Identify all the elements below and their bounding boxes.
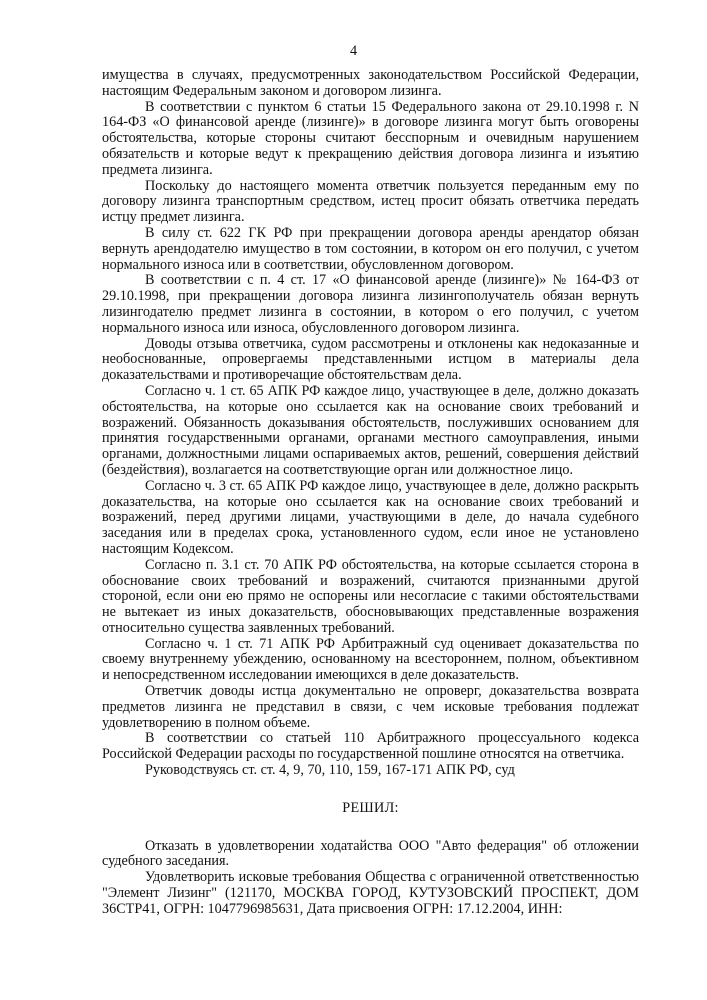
decision-heading: РЕШИЛ: bbox=[342, 799, 399, 816]
paragraph-apk-71: Согласно ч. 1 ст. 71 АПК РФ Арбитражный суд оценивает доказательства по своему внутреннему убеждению, основанному на всестороннем, полном, объективном и непосредственном исследовании имеющихся в деле доказательств. bbox=[102, 635, 639, 684]
paragraph-satisfy-claims: Удовлетворить исковые требования Общества с ограниченной ответственностью "Элемент Лизинг" (121170, МОСКВА ГОРОД, КУТУЗОВСКИЙ ПРОСПЕКТ, ДОМ 36СТР41, ОГРН: 1047796985631, Дата присвоения ОГРН: 17.12.2004, ИНН: bbox=[102, 869, 639, 917]
paragraph-apk-70: Согласно п. 3.1 ст. 70 АПК РФ обстоятельства, на которые ссылается сторона в обоснование своих требований и возражений, считаются признанными другой стороной, если они ею прямо не оспорены или несогласие с такими обстоятельствами не вытекает из иных доказательств, обосновывающих представленные возражения относительно существа заявленных требований. bbox=[102, 556, 639, 636]
paragraph-defendant-failed: Ответчик доводы истца документально не опроверг, доказательства возврата предметов лизинга не представил в связи, с чем исковые требования подлежат удовлетворению в полном объеме. bbox=[102, 683, 639, 731]
document-body bbox=[102, 68, 639, 918]
paragraph-defendant-arguments: Доводы отзыва ответчика, судом рассмотрены и отклонены как недоказанные и необоснованные, опровергаемы представленными истцом в материалы дела доказательствами и противоречащие обстоятельствам дела. bbox=[102, 335, 639, 384]
paragraph-lizing-terms: В соответствии с пунктом 6 статьи 15 Федерального закона от 29.10.1998 г. N 164-ФЗ «О финансовой аренде (лизинге)» в договоре лизинга могут быть оговорены обстоятельства, которые стороны считают бесспорным и очевидным нарушением обязательств и которые ведут к прекращению действия договора лизинга и изъятию предмета лизинга. bbox=[102, 98, 639, 178]
paragraph-plaintiff-request: Поскольку до настоящего момента ответчик пользуется переданным ему по договору лизинга транспортным средством, истец просит обязать ответчика передать истцу предмет лизинга. bbox=[102, 177, 639, 226]
paragraph-continuation: имущества в случаях, предусмотренных законодательством Российской Федерации, настоящим Федеральным законом и договором лизинга. bbox=[102, 67, 639, 99]
paragraph-apk-110: В соответствии со статьей 110 Арбитражного процессуального кодекса Российской Федерации расходы по государственной пошлине относятся на ответчика. bbox=[102, 730, 639, 763]
paragraph-guided-by: Руководствуясь ст. ст. 4, 9, 70, 110, 159, 167-171 АПК РФ, суд bbox=[145, 762, 515, 779]
page-number: 4 bbox=[349, 43, 358, 59]
paragraph-gk-622: В силу ст. 622 ГК РФ при прекращении договора аренды арендатор обязан вернуть арендодателю имущество в том состоянии, в котором он его получил, с учетом нормального износа или в соответствии, обусловленном договором. bbox=[102, 224, 639, 273]
paragraph-law-164-art-17: В соответствии с п. 4 ст. 17 «О финансовой аренде (лизинге)» № 164-ФЗ от 29.10.1998, при прекращении договора лизинга лизингополучатель обязан вернуть лизингодателю предмет лизинга в состоянии, в котором о его получил, с учетом нормального износа или износа, обусловленного договором лизинга. bbox=[102, 272, 639, 336]
paragraph-apk-65-3: Согласно ч. 3 ст. 65 АПК РФ каждое лицо, участвующее в деле, должно раскрыть доказательства, на которые оно ссылается как на основание своих требований и возражений, перед другими лицами, участвующими в деле, до начала судебного заседания или в пределах срока, установленного судом, если иное не установлено настоящим Кодексом. bbox=[102, 477, 639, 557]
paragraph-apk-65-1: Согласно ч. 1 ст. 65 АПК РФ каждое лицо, участвующее в деле, должно доказать обстоятельства, на которые оно ссылается как на основание своих требований и возражений. Обязанность доказывания обстоятельств, послуживших основанием для принятия государственными органами, органами местного самоуправления, иными органами, должностными лицами оспариваемых актов, решений, совершения действий (бездействия), возлагается на соответствующие орган или должностное лицо. bbox=[102, 382, 639, 478]
paragraph-refuse-postponement: Отказать в удовлетворении ходатайства ООО "Авто федерация" об отложении судебного заседания. bbox=[102, 837, 639, 870]
